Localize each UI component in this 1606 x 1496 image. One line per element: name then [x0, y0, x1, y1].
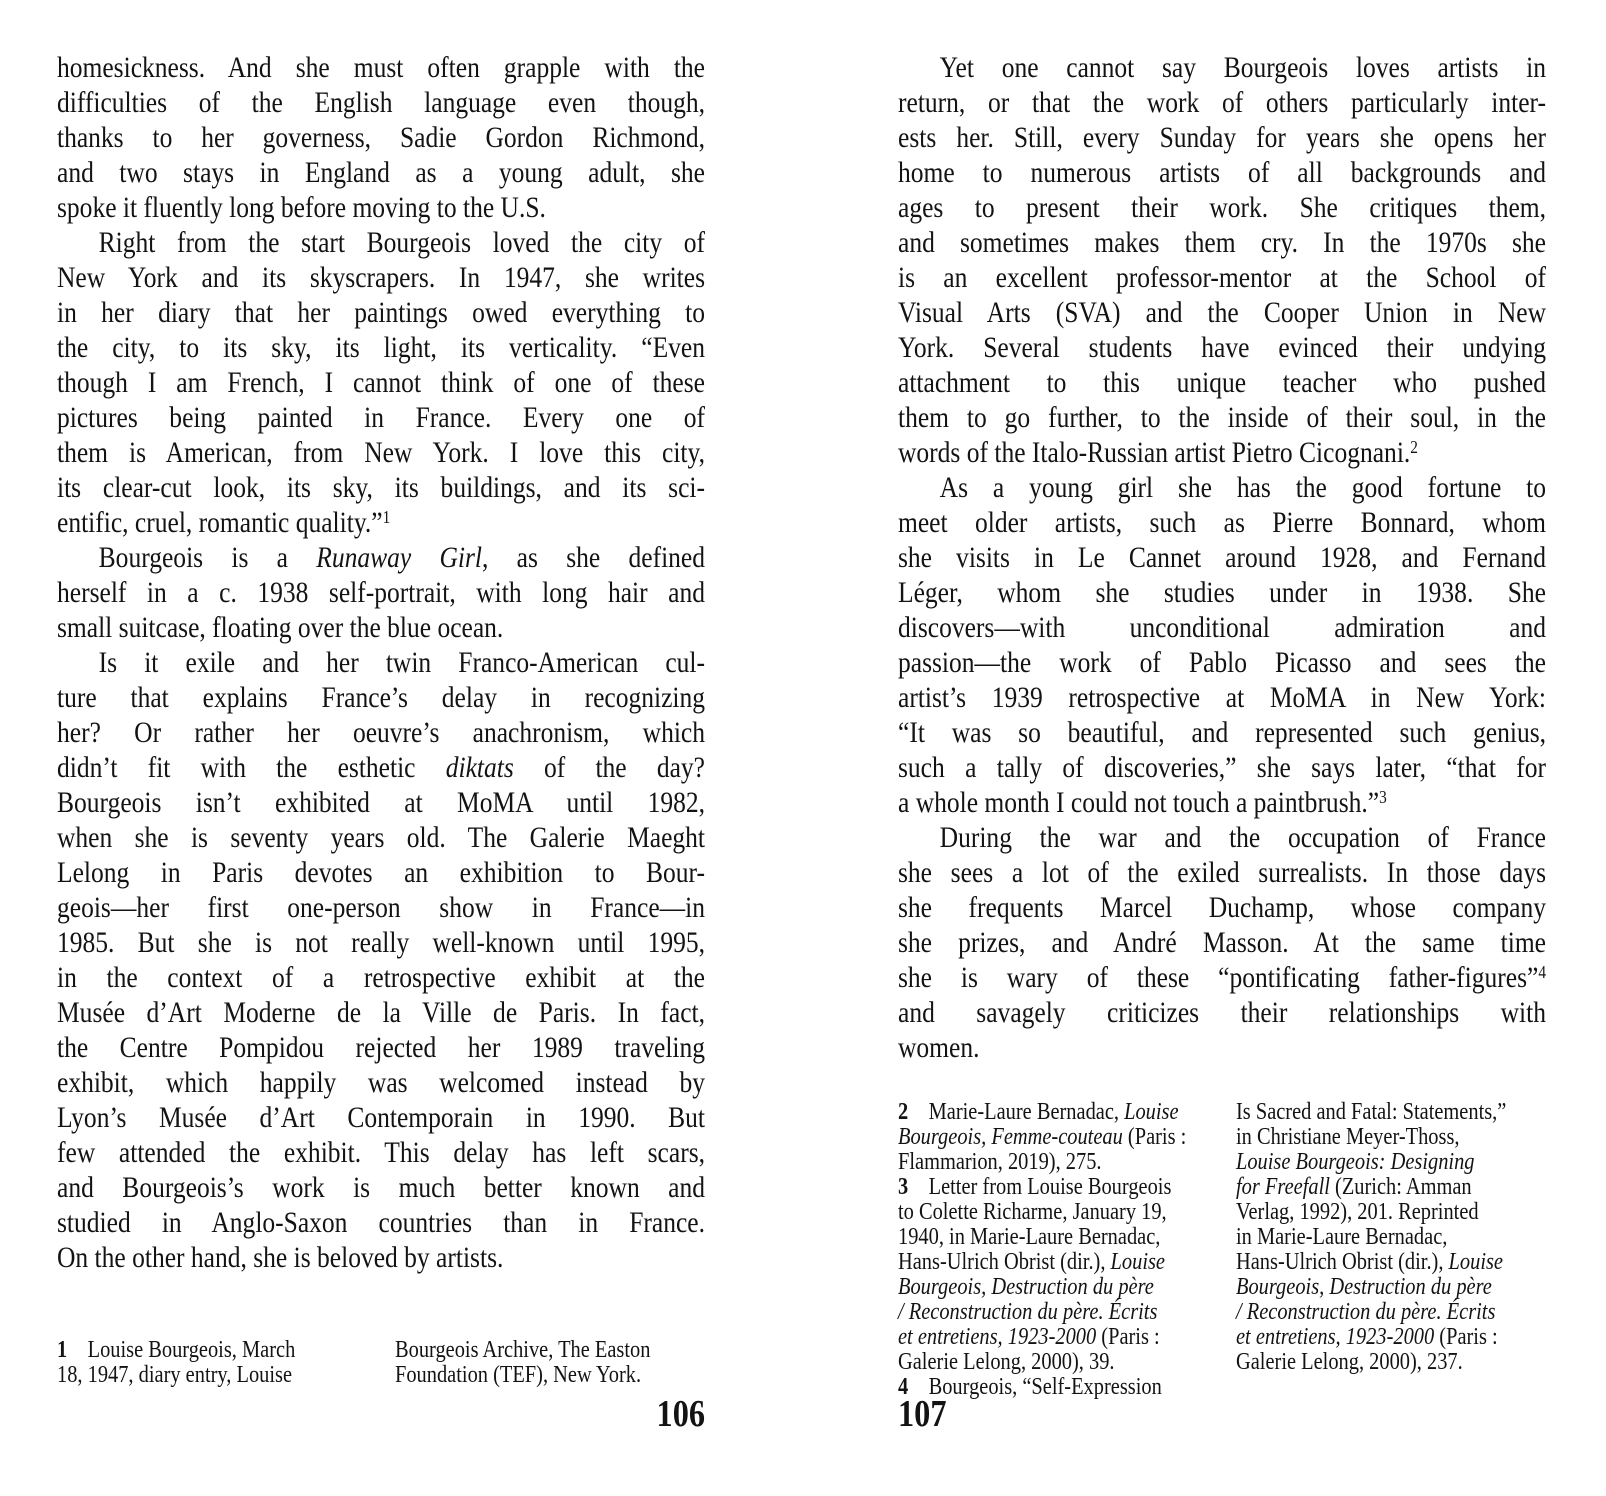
footnote-line: / Reconstruction du père. Écrits: [1236, 1299, 1496, 1325]
text-line: Bourgeois isn’t exhibited at MoMA until 1982,: [57, 786, 706, 819]
text-line: 1985. But she is not really well-known until 1995,: [57, 926, 706, 959]
text-line: she visits in Le Cannet around 1928, and Fernand: [898, 541, 1547, 574]
text-line: them to go further, to the inside of their soul, in the: [898, 401, 1547, 434]
text-line: New York and its skyscrapers. In 1947, she writes: [57, 261, 706, 294]
text-line: ture that explains France’s delay in recognizing: [57, 681, 706, 714]
text-line: ests her. Still, every Sunday for years she opens her: [898, 121, 1547, 154]
text-line: such a tally of discoveries,” she says later, “that for: [898, 751, 1547, 784]
text-line: passion—the work of Pablo Picasso and sees the: [898, 646, 1547, 679]
text-line: words of the Italo-Russian artist Pietro Cicognani.$^2$: [898, 436, 1418, 469]
text-line: women.: [898, 1031, 980, 1064]
footnote-column-left-1: [57, 1338, 370, 1388]
text-line: Yet one cannot say Bourgeois loves artists in: [939, 51, 1547, 84]
text-line: is an excellent professor-mentor at the School of: [898, 261, 1547, 294]
text-line: Visual Arts (SVA) and the Cooper Union in New: [898, 296, 1547, 329]
page-number-left: 106: [656, 1393, 706, 1435]
footnote-line: Is Sacred and Fatal: Statements,”: [1236, 1099, 1507, 1125]
footnote-line: / Reconstruction du père. Écrits: [898, 1299, 1158, 1325]
text-line: exhibit, which happily was welcomed instead by: [57, 1066, 706, 1099]
footnote-line: et entretiens, 1923-2000 (Paris :: [1236, 1324, 1498, 1350]
text-line: few attended the exhibit. This delay has left scars,: [57, 1136, 706, 1169]
body-text-left: [57, 50, 705, 1275]
text-line: Lyon’s Musée d’Art Contemporain in 1990. But: [57, 1101, 706, 1134]
footnote-line: 2 Marie-Laure Bernadac, Louise: [898, 1099, 1179, 1125]
text-line: her? Or rather her oeuvre’s anachronism, which: [57, 716, 706, 749]
footnote-line: 1940, in Marie-Laure Bernadac,: [898, 1224, 1161, 1250]
text-line: thanks to her governess, Sadie Gordon Richmond,: [57, 121, 706, 154]
footnote-line: Bourgeois, Femme-couteau (Paris :: [898, 1124, 1187, 1150]
text-line: meet older artists, such as Pierre Bonnard, whom: [898, 506, 1547, 539]
footnote-line: Louise Bourgeois: Designing: [1236, 1149, 1475, 1175]
text-line: she prizes, and André Masson. At the same time: [898, 926, 1547, 959]
text-line: when she is seventy years old. The Galerie Maeght: [57, 821, 706, 854]
text-line: Right from the start Bourgeois loved the city of: [98, 226, 706, 259]
text-line: she sees a lot of the exiled surrealists. In those days: [898, 856, 1547, 889]
text-line: entific, cruel, romantic quality.”$^1$: [57, 506, 391, 539]
page-number-right: 107: [898, 1393, 947, 1435]
footnote-line: Flammarion, 2019), 275.: [898, 1149, 1102, 1175]
text-line: the Centre Pompidou rejected her 1989 traveling: [57, 1031, 706, 1064]
body-text-right: [898, 50, 1546, 1065]
footnote-line: Bourgeois, Destruction du père: [898, 1274, 1154, 1300]
footnote-line: in Christiane Meyer-Thoss,: [1236, 1124, 1460, 1150]
text-line: spoke it fluently long before moving to the U.S.: [57, 191, 546, 224]
text-line: discovers—with unconditional admiration and: [898, 611, 1547, 644]
footnote-line: Foundation (TEF), New York.: [395, 1362, 642, 1388]
text-line: its clear-cut look, its sky, its buildings, and its sci-: [57, 471, 706, 504]
text-line: difficulties of the English language even though,: [57, 86, 706, 119]
footnote-line: Bourgeois, Destruction du père: [1236, 1274, 1492, 1300]
text-line: in her diary that her paintings owed everything to: [57, 296, 706, 329]
text-line: and savagely criticizes their relationships with: [898, 996, 1547, 1029]
footnote-line: Verlag, 1992), 201. Reprinted: [1236, 1199, 1479, 1225]
text-line: “It was so beautiful, and represented such genius,: [898, 716, 1547, 749]
footnote-column-left-2: [395, 1338, 708, 1388]
text-line: homesickness. And she must often grapple with the: [57, 51, 706, 84]
text-line: Lelong in Paris devotes an exhibition to Bour-: [57, 856, 706, 889]
text-line: On the other hand, she is beloved by artists.: [57, 1241, 504, 1274]
text-line: As a young girl she has the good fortune to: [939, 471, 1547, 504]
page-right: [803, 0, 1606, 1496]
footnote-line: in Marie-Laure Bernadac,: [1236, 1224, 1448, 1250]
text-line: and Bourgeois’s work is much better known and: [57, 1171, 706, 1204]
text-line: Bourgeois is a Runaway Girl, as she defined: [98, 541, 706, 574]
footnote-line: Bourgeois Archive, The Easton: [395, 1337, 651, 1363]
footnote-line: Hans-Ulrich Obrist (dir.), Louise: [1236, 1249, 1503, 1275]
footnote-line: 4 Bourgeois, “Self-Expression: [898, 1374, 1162, 1400]
text-line: artist’s 1939 retrospective at MoMA in New York:: [898, 681, 1547, 714]
text-line: though I am French, I cannot think of one of these: [57, 366, 706, 399]
footnote-line: Galerie Lelong, 2000), 237.: [1236, 1349, 1463, 1375]
text-line: and sometimes makes them cry. In the 1970s she: [898, 226, 1547, 259]
text-line: During the war and the occupation of France: [939, 821, 1547, 854]
footnote-line: 3 Letter from Louise Bourgeois: [898, 1174, 1172, 1200]
text-line: didn’t fit with the esthetic diktats of the day?: [57, 751, 706, 784]
text-line: and two stays in England as a young adult, she: [57, 156, 706, 189]
text-line: studied in Anglo-Saxon countries than in France.: [57, 1206, 706, 1239]
footnote-column-right-1: [898, 1100, 1211, 1400]
text-line: return, or that the work of others particularly inter-: [898, 86, 1547, 119]
text-line: a whole month I could not touch a paintbrush.”$^3$: [898, 786, 1387, 819]
text-line: she frequents Marcel Duchamp, whose company: [898, 891, 1547, 924]
footnote-line: Hans-Ulrich Obrist (dir.), Louise: [898, 1249, 1165, 1275]
text-line: the city, to its sky, its light, its verticality. “Even: [57, 331, 706, 364]
text-line: ages to present their work. She critiques them,: [898, 191, 1547, 224]
footnote-line: et entretiens, 1923-2000 (Paris :: [898, 1324, 1160, 1350]
text-line: geois—her first one-person show in France—in: [57, 891, 706, 924]
text-line: Is it exile and her twin Franco-American cul-: [98, 646, 706, 679]
text-line: in the context of a retrospective exhibit at the: [57, 961, 706, 994]
text-line: herself in a c. 1938 self-portrait, with long hair and: [57, 576, 706, 609]
text-line: she is wary of these “pontificating father-figures”$^4$: [898, 961, 1547, 994]
text-line: York. Several students have evinced their undying: [898, 331, 1547, 364]
text-line: attachment to this unique teacher who pushed: [898, 366, 1547, 399]
text-line: small suitcase, floating over the blue ocean.: [57, 611, 504, 644]
text-line: Musée d’Art Moderne de la Ville de Paris. In fact,: [57, 996, 706, 1029]
footnote-column-right-2: [1236, 1100, 1549, 1375]
text-line: Léger, whom she studies under in 1938. She: [898, 576, 1547, 609]
footnote-line: for Freefall (Zurich: Amman: [1236, 1174, 1472, 1200]
footnote-line: 18, 1947, diary entry, Louise: [57, 1362, 293, 1388]
footnote-line: 1 Louise Bourgeois, March: [57, 1337, 296, 1363]
footnote-line: to Colette Richarme, January 19,: [898, 1199, 1167, 1225]
text-line: pictures being painted in France. Every one of: [57, 401, 706, 434]
text-line: home to numerous artists of all backgrounds and: [898, 156, 1547, 189]
text-line: them is American, from New York. I love this city,: [57, 436, 706, 469]
footnote-line: Galerie Lelong, 2000), 39.: [898, 1349, 1115, 1375]
